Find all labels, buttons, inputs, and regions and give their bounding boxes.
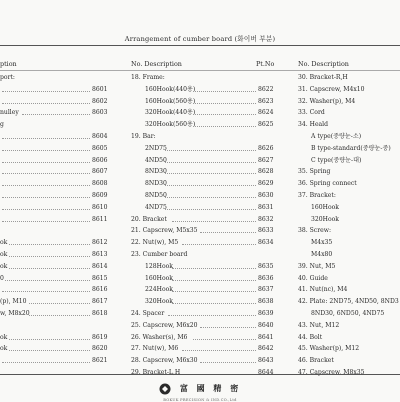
leader-dots: [9, 244, 90, 245]
col2-item-description: 22. Nut(w), M5: [131, 239, 179, 247]
col1-part-number: 8605: [92, 144, 108, 152]
col1-item-description: g: [0, 121, 4, 129]
col2-item-description: 18. Frame:: [131, 74, 165, 81]
col2-item-description: 128Hook: [145, 262, 173, 270]
col3-item-description: 33. Cord: [298, 109, 325, 117]
leader-dots: [172, 268, 257, 269]
col2-part-number: 8642: [258, 345, 274, 353]
col2-part-number: 8639: [258, 310, 274, 317]
leader-dots: [9, 268, 90, 269]
leader-dots: [2, 173, 90, 174]
col2-header-ptno: Pt.No: [256, 60, 275, 68]
logo-chinese-name: 富 國 精 密: [179, 383, 242, 393]
col1-part-number: 8613: [92, 251, 108, 258]
col2-item-description: 27. Nut(w), M6: [131, 345, 179, 353]
col2-item-description: 320Hook(560용): [145, 121, 196, 129]
col3-item-description: 320Hook: [311, 215, 339, 223]
leader-dots: [193, 126, 257, 127]
leader-dots: [2, 103, 90, 104]
col1-item-description: ok: [0, 239, 8, 247]
col3-item-description: 46. Bracket: [298, 357, 334, 365]
leader-dots: [165, 209, 257, 210]
col1-part-number: 8616: [92, 286, 108, 294]
leader-dots: [9, 350, 90, 351]
leader-dots: [193, 114, 257, 115]
col3-item-description: M4x80: [311, 251, 333, 258]
col3-item-description: 37. Bracket:: [298, 192, 336, 199]
col1-part-number: 8619: [92, 333, 108, 341]
col2-part-number: 8631: [258, 203, 274, 211]
col3-item-description: 39. Nut, M5: [298, 262, 336, 270]
col1-part-number: 8606: [92, 156, 108, 164]
col2-header-no-description: No. Description: [131, 60, 182, 68]
col2-item-description: 19. Bar:: [131, 133, 156, 140]
col2-item-description: 2ND75: [145, 144, 167, 152]
leader-dots: [165, 150, 257, 151]
leader-dots: [172, 280, 257, 281]
col2-item-description: 8ND30: [145, 180, 167, 188]
col2-part-number: 8625: [258, 121, 274, 129]
col2-item-description: 25. Capscrew, M6x20: [131, 321, 198, 329]
col1-part-number: 8612: [92, 239, 108, 247]
leader-dots: [29, 315, 90, 316]
leader-dots: [22, 114, 90, 115]
col2-part-number: 8628: [258, 168, 274, 176]
col2-part-number: 8629: [258, 180, 274, 188]
leader-dots: [182, 244, 256, 245]
col2-part-number: 8636: [258, 274, 274, 282]
leader-dots: [2, 185, 90, 186]
col3-item-description: 40. Guide: [298, 274, 328, 282]
col3-item-description: C type(중량눈-대): [311, 156, 362, 164]
leader-dots: [2, 150, 90, 151]
company-emblem-icon: [159, 383, 171, 395]
col1-item-description: (p), M10: [0, 298, 27, 306]
col3-item-description: 47. Capscrew, M8x35: [298, 369, 365, 376]
leader-dots: [182, 350, 256, 351]
col2-part-number: 8641: [258, 333, 274, 341]
col1-part-number: 8620: [92, 345, 108, 353]
leader-dots: [9, 339, 90, 340]
page-title: Arrangement of cumber board (화이버 부분): [124, 35, 276, 43]
col2-item-description: 26. Washer(s), M6: [131, 333, 188, 341]
col2-item-description: 160Hook(560용): [145, 97, 196, 105]
col1-header-description: ption: [0, 60, 17, 68]
leader-dots: [172, 303, 257, 304]
col1-part-number: 8615: [92, 274, 108, 282]
col1-part-number: 8604: [92, 133, 108, 140]
col1-part-number: 8609: [92, 192, 108, 199]
col3-item-description: M4x35: [311, 239, 333, 247]
leader-dots: [193, 339, 257, 340]
col3-item-description: 36. Spring connect: [298, 180, 357, 188]
col3-item-description: 38. Screw:: [298, 227, 332, 235]
col3-item-description: 44. Bolt: [298, 333, 323, 341]
col3-item-description: 41. Nut(nc), M4: [298, 286, 348, 294]
leader-dots: [2, 162, 90, 163]
col2-item-description: 4ND75: [145, 203, 167, 211]
leader-dots: [193, 91, 257, 92]
leader-dots: [2, 138, 90, 139]
leader-dots: [2, 209, 90, 210]
col2-item-description: 224Hook: [145, 286, 173, 294]
col1-part-number: 8602: [92, 97, 108, 105]
leader-dots: [200, 232, 257, 233]
leader-dots: [165, 173, 257, 174]
leader-dots: [29, 303, 90, 304]
col2-part-number: 8634: [258, 239, 274, 247]
leader-dots: [2, 362, 90, 363]
col1-item-description: w, M8x20: [0, 310, 30, 317]
col2-item-description: 4ND50: [145, 156, 167, 164]
leader-dots: [165, 162, 257, 163]
col2-item-description: 24. Spacer: [131, 310, 165, 317]
col2-item-description: 23. Cumber board: [131, 251, 188, 258]
col2-part-number: 8633: [258, 227, 274, 235]
col1-part-number: 8607: [92, 168, 108, 176]
col1-part-number: 8610: [92, 203, 108, 211]
col3-item-description: 160Hook: [311, 203, 339, 211]
leader-dots: [2, 91, 90, 92]
leader-dots: [2, 197, 90, 198]
col3-item-description: 43. Nut, M12: [298, 321, 340, 329]
col2-item-description: 29. Bracket-L,H: [131, 369, 181, 376]
col1-part-number: 8621: [92, 357, 108, 365]
col3-item-description: A type(중량눈-소): [311, 133, 362, 140]
col3-item-description: 34. Heald: [298, 121, 329, 129]
col2-item-description: 320Hook: [145, 298, 173, 306]
col3-item-description: 30. Bracket-R,H: [298, 74, 348, 81]
col1-item-description: ok: [0, 262, 8, 270]
col1-item-description: port:: [0, 74, 15, 81]
col2-item-description: 21. Capscrew, M5x35: [131, 227, 198, 235]
col2-part-number: 8635: [258, 262, 274, 270]
col1-part-number: 8611: [92, 215, 108, 223]
col2-part-number: 8632: [258, 215, 274, 223]
col2-item-description: 160Hook(440용): [145, 85, 196, 93]
col2-part-number: 8638: [258, 298, 274, 306]
leader-dots: [2, 221, 90, 222]
col3-item-description: 8ND30, 6ND50, 4ND75: [311, 310, 385, 317]
col2-part-number: 8624: [258, 109, 274, 117]
col2-part-number: 8622: [258, 85, 274, 93]
col2-part-number: 8623: [258, 97, 274, 105]
leader-dots: [165, 185, 257, 186]
col2-item-description: 160Hook: [145, 274, 173, 282]
col3-item-description: 32. Washer(p), M4: [298, 97, 356, 105]
col2-part-number: 8630: [258, 192, 274, 199]
leader-dots: [193, 103, 257, 104]
company-logo: [0, 378, 400, 402]
col2-part-number: 8643: [258, 357, 274, 365]
col1-item-description: ok: [0, 345, 8, 353]
col2-part-number: 8644: [258, 369, 274, 376]
col2-part-number: 8627: [258, 156, 274, 164]
col2-part-number: 8626: [258, 144, 274, 152]
col2-part-number: 8640: [258, 321, 274, 329]
col3-item-description: 45. Washer(p), M12: [298, 345, 360, 353]
col3-item-description: 42. Plate: 2ND75, 4ND50, 8ND3: [298, 298, 399, 306]
col3-item-description: 31. Capscrew, M4x10: [298, 85, 365, 93]
col1-part-number: 8608: [92, 180, 108, 188]
leader-dots: [200, 327, 257, 328]
col1-part-number: 8601: [92, 85, 108, 93]
col3-header-no-description: No. Description: [298, 60, 349, 68]
col1-part-number: 8617: [92, 298, 108, 306]
leader-dots: [2, 291, 90, 292]
col1-part-number: 8603: [92, 109, 108, 117]
col2-item-description: 20. Bracket: [131, 215, 167, 223]
header-rule: [0, 70, 400, 71]
col2-item-description: 28. Capscrew, M6x30: [131, 357, 198, 365]
leader-dots: [168, 315, 256, 316]
col1-item-description: ok: [0, 333, 8, 341]
col1-part-number: 8614: [92, 262, 108, 270]
leader-dots: [9, 256, 90, 257]
col1-part-number: 8618: [92, 310, 108, 317]
leader-dots: [172, 221, 257, 222]
leader-dots: [5, 280, 90, 281]
top-rule: [0, 45, 400, 46]
col1-item-description: nulley: [0, 109, 19, 117]
col2-item-description: 320Hook(440용): [145, 109, 196, 117]
col1-item-description: 0: [0, 274, 4, 282]
col2-item-description: 8ND30: [145, 168, 167, 176]
leader-dots: [172, 291, 257, 292]
col1-item-description: ok: [0, 251, 8, 258]
col3-item-description: 35. Spring: [298, 168, 331, 176]
bottom-rule: [0, 374, 400, 375]
col2-item-description: 8ND50: [145, 192, 167, 199]
col3-item-description: B type-standard(중량눈-중): [311, 144, 391, 152]
logo-english-name: BOKUK PRECISION & IND.CO.,Ltd: [163, 398, 237, 402]
col2-part-number: 8637: [258, 286, 274, 294]
leader-dots: [165, 197, 257, 198]
leader-dots: [200, 362, 257, 363]
